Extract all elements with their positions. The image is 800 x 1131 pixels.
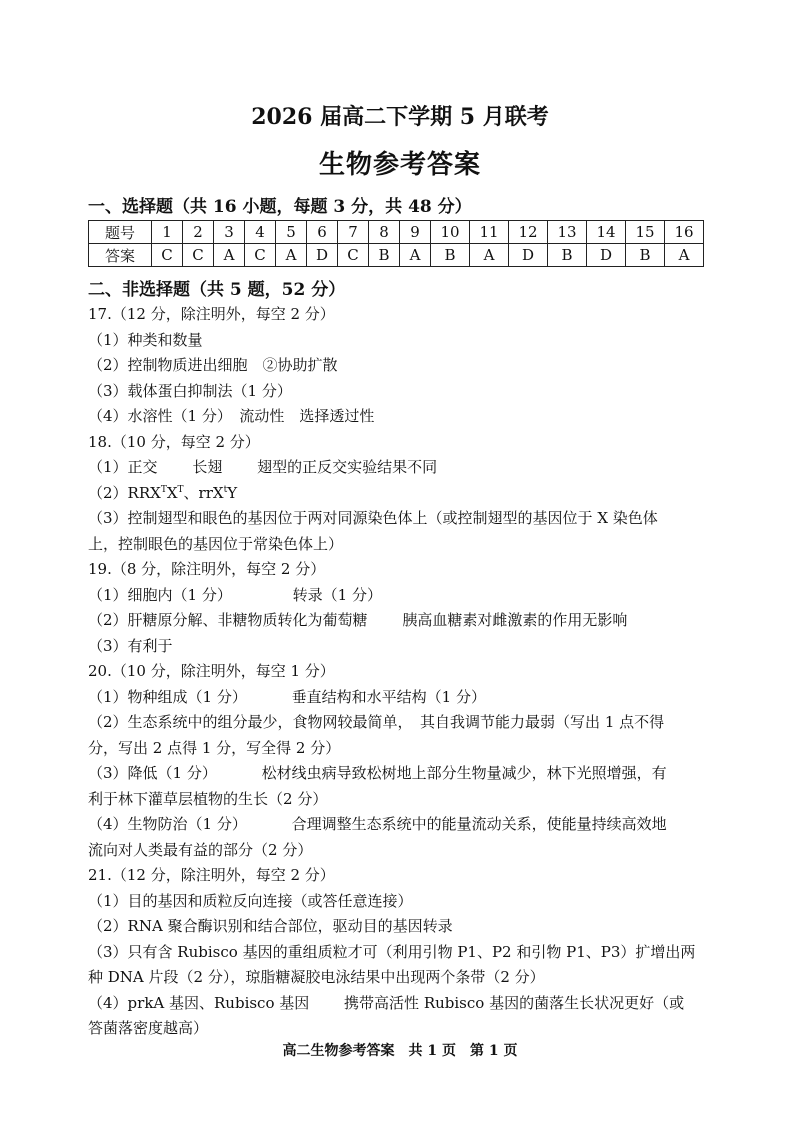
answer-part: （4）prkA 基因、Rubisco 基因 <box>88 993 310 1012</box>
answer-row <box>89 244 704 267</box>
row-label-answer: 答案 <box>89 244 152 267</box>
answer-cell: B <box>548 244 587 267</box>
section-1-heading: 一、选择题（共 16 小题，每题 3 分，共 48 分） <box>88 197 472 217</box>
allele-superscript: t <box>223 484 228 495</box>
answer-line <box>88 583 713 609</box>
question-number-cell: 12 <box>509 221 548 244</box>
answer-line: （3）控制翅型和眼色的基因位于两对同源染色体上（或控制翅型的基因位于 X 染色体 <box>88 509 658 527</box>
answer-line: （2）控制物质进出细胞 ②协助扩散 <box>88 356 338 374</box>
answer-part: 长翅 <box>192 458 223 476</box>
allele-superscript: T <box>177 484 184 495</box>
question-number-cell: 14 <box>587 221 626 244</box>
question-number-row <box>89 221 704 244</box>
genotype-text: 、rrX <box>183 483 224 502</box>
question-number-cell: 8 <box>369 221 400 244</box>
allele-superscript: T <box>160 484 167 495</box>
question-21-heading: 21.（12 分，除注明外，每空 2 分） <box>88 866 335 884</box>
question-number-cell: 6 <box>307 221 338 244</box>
question-number-cell: 1 <box>152 221 183 244</box>
answer-line: （2）RNA 聚合酶识别和结合部位，驱动目的基因转录 <box>88 917 453 935</box>
answer-part: 携带高活性 Rubisco 基因的菌落生长状况更好（或 <box>344 993 685 1012</box>
answer-line: 流向对人类最有益的部分（2 分） <box>88 840 313 859</box>
answer-line: 答菌落密度越高） <box>88 1019 209 1037</box>
question-number-cell: 2 <box>183 221 214 244</box>
answer-part: （2）肝糖原分解、非糖物质转化为葡萄糖 <box>88 611 368 629</box>
answer-line <box>88 685 713 711</box>
genotype-text: X <box>166 483 178 502</box>
answer-cell: C <box>245 244 276 267</box>
answer-cell: A <box>400 244 431 267</box>
answer-line: （3）只有含 Rubisco 基因的重组质粒才可（利用引物 P1、P2 和引物 P1、P3）扩增出两 <box>88 942 696 961</box>
answer-cell: D <box>509 244 548 267</box>
question-20-heading: 20.（10 分，除注明外，每空 1 分） <box>88 662 335 680</box>
answer-line: （2）生态系统中的组分最少，食物网较最简单， 其自我调节能力最弱（写出 1 点不得 <box>88 713 665 731</box>
question-number-cell: 11 <box>470 221 509 244</box>
section-2-heading: 二、非选择题（共 5 题，52 分） <box>88 280 346 300</box>
section-2-body <box>88 302 713 1042</box>
document-title: 生物参考答案 <box>318 150 481 180</box>
genotype-text: RRX <box>127 483 161 502</box>
answer-part: 松材线虫病导致松树地上部分生物量减少，林下光照增强，有 <box>261 764 667 782</box>
answer-part: （4）生物防治（1 分） <box>88 815 247 833</box>
answer-cell: A <box>665 244 704 267</box>
answer-cell: B <box>626 244 665 267</box>
answer-line: （1）目的基因和质粒反向连接（或答任意连接） <box>88 891 413 910</box>
answer-cell: D <box>587 244 626 267</box>
exam-title: 2026 届高二下学期 5 月联考 <box>251 104 549 130</box>
answer-part: 转录（1 分） <box>292 585 382 604</box>
answer-line: 利于林下灌草层植物的生长（2 分） <box>88 789 328 808</box>
answer-part: 垂直结构和水平结构（1 分） <box>291 687 486 706</box>
answer-cell: C <box>152 244 183 267</box>
question-19-heading: 19.（8 分，除注明外，每空 2 分） <box>88 560 326 578</box>
answer-cell: A <box>276 244 307 267</box>
answer-line: 种 DNA 片段（2 分），琼脂糖凝胶电泳结果中出现两个条带（2 分） <box>88 968 545 986</box>
question-number-cell: 5 <box>276 221 307 244</box>
answer-cell: A <box>214 244 245 267</box>
answer-part: （1）正交 <box>88 458 158 476</box>
answer-cell: B <box>431 244 470 267</box>
answer-line: （1）种类和数量 <box>88 330 203 349</box>
question-number-cell: 13 <box>548 221 587 244</box>
answer-cell: C <box>183 244 214 267</box>
answer-cell: D <box>307 244 338 267</box>
genotype-answer-line <box>88 481 713 507</box>
answer-table <box>88 220 704 267</box>
answer-line: （3）载体蛋白抑制法（1 分） <box>88 381 292 400</box>
question-18-heading: 18.（10 分，每空 2 分） <box>88 432 260 451</box>
page-footer: 高二生物参考答案 共 1 页 第 1 页 <box>282 1043 518 1059</box>
answer-part: （3）降低（1 分） <box>88 764 217 782</box>
answer-line: 分，写出 2 点得 1 分，写全得 2 分） <box>88 738 341 757</box>
answer-line <box>88 991 713 1017</box>
question-number-cell: 4 <box>245 221 276 244</box>
answer-part: 合理调整生态系统中的能量流动关系，使能量持续高效地 <box>291 815 667 833</box>
answer-label: （2） <box>88 483 128 502</box>
answer-part: 翅型的正反交实验结果不同 <box>257 458 438 476</box>
answer-cell: B <box>369 244 400 267</box>
row-label-question-number: 题号 <box>89 221 152 244</box>
genotype-text: Y <box>227 483 238 502</box>
answer-line <box>88 455 713 481</box>
question-number-cell: 16 <box>665 221 704 244</box>
answer-part: （1）细胞内（1 分） <box>88 585 232 604</box>
answer-line <box>88 608 713 634</box>
question-number-cell: 9 <box>400 221 431 244</box>
answer-line <box>88 812 713 838</box>
answer-line: 上，控制眼色的基因位于常染色体上） <box>88 534 344 553</box>
question-number-cell: 3 <box>214 221 245 244</box>
question-number-cell: 7 <box>338 221 369 244</box>
answer-cell: A <box>470 244 509 267</box>
answer-cell: C <box>338 244 369 267</box>
question-number-cell: 10 <box>431 221 470 244</box>
answer-part: 胰高血糖素对雌激素的作用无影响 <box>402 611 628 629</box>
question-17-heading: 17.（12 分，除注明外，每空 2 分） <box>88 305 335 323</box>
answer-line: （4）水溶性（1 分） 流动性 选择透过性 <box>88 407 375 425</box>
answer-line <box>88 761 713 787</box>
answer-part: （1）物种组成（1 分） <box>88 687 247 706</box>
question-number-cell: 15 <box>626 221 665 244</box>
answer-line: （3）有利于 <box>88 636 173 655</box>
